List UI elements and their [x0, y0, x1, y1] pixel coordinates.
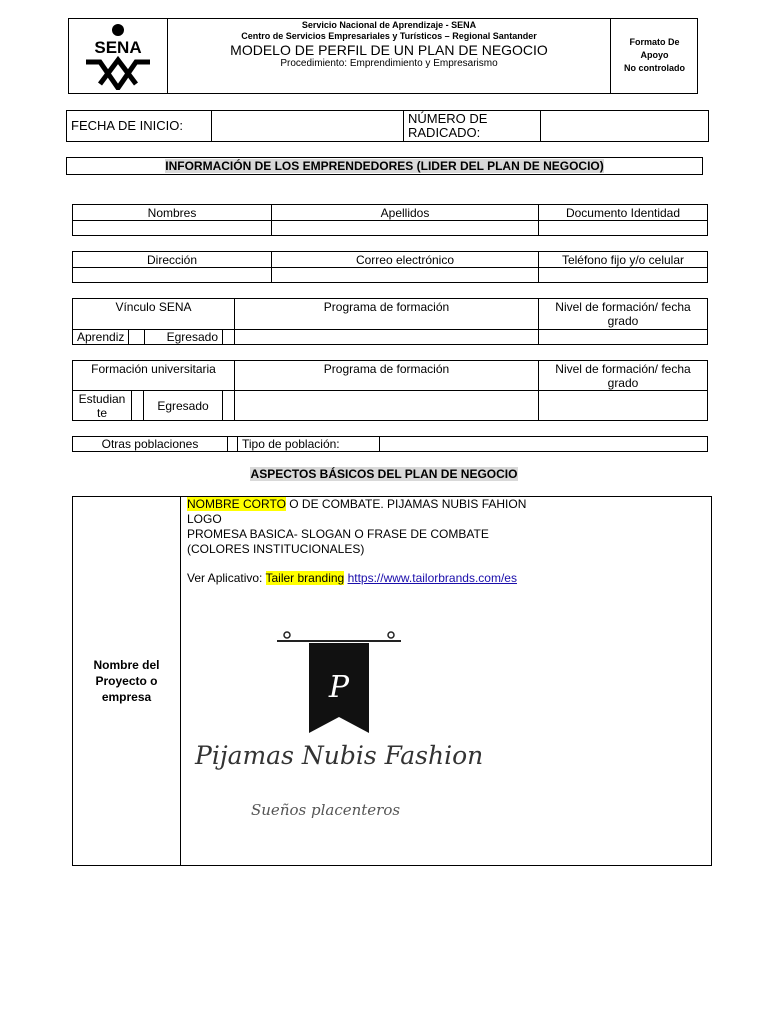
- start-date-label: FECHA DE INICIO:: [66, 110, 212, 142]
- entrepreneurs-section: [66, 157, 703, 175]
- col-header-nombres: Nombres: [72, 204, 272, 221]
- logo-wordmark: SENA: [94, 38, 142, 57]
- documento-input[interactable]: [538, 220, 708, 236]
- tipo-poblacion-label: Tipo de población:: [237, 436, 380, 452]
- sena-logo: [78, 22, 158, 90]
- section-heading: INFORMACIÓN DE LOS EMPRENDEDORES (LIDER DEL PLAN DE NEGOCIO): [165, 159, 604, 173]
- egresado-label: Egresado: [144, 329, 223, 345]
- col-header-formacion-universitaria: Formación universitaria: [72, 360, 235, 391]
- format-label: Apoyo: [640, 50, 669, 60]
- app-prefix: Ver Aplicativo:: [187, 571, 266, 585]
- document-title: MODELO DE PERFIL DE UN PLAN DE NEGOCIO: [230, 42, 548, 58]
- aprendiz-checkbox[interactable]: [128, 329, 145, 345]
- col-header-correo: Correo electrónico: [271, 251, 539, 268]
- filing-number-label: NÚMERO DE RADICADO:: [403, 110, 541, 142]
- col-header-nivel: Nivel de formación/ fecha grado: [538, 360, 708, 391]
- logo-letter: P: [328, 670, 350, 705]
- telefono-input[interactable]: [538, 267, 708, 283]
- nombres-input[interactable]: [72, 220, 272, 236]
- format-label: Formato De: [629, 37, 680, 47]
- format-label: No controlado: [624, 63, 685, 73]
- app-name-highlight: Tailer branding: [265, 571, 345, 585]
- project-name-cell: [180, 496, 712, 866]
- col-header-apellidos: Apellidos: [271, 204, 539, 221]
- colors-line: (COLORES INSTITUCIONALES): [187, 542, 365, 556]
- brand-name: Pijamas Nubis Fashion: [195, 741, 484, 770]
- tipo-poblacion-input[interactable]: [379, 436, 708, 452]
- aprendiz-label: Aprendiz: [72, 329, 129, 345]
- col-header-programa: Programa de formación: [234, 298, 539, 330]
- org-name: Servicio Nacional de Aprendizaje - SENA: [301, 20, 477, 30]
- col-header-telefono: Teléfono fijo y/o celular: [538, 251, 708, 268]
- direccion-input[interactable]: [72, 267, 272, 283]
- brand-slogan: Sueños placenteros: [251, 801, 401, 819]
- col-header-nivel: Nivel de formación/ fecha grado: [538, 298, 708, 330]
- col-header-direccion: Dirección: [72, 251, 272, 268]
- app-line: [187, 571, 526, 586]
- col-header-vinculo: Vínculo SENA: [72, 298, 235, 330]
- filing-number-field[interactable]: [540, 110, 709, 142]
- col-header-programa: Programa de formación: [234, 360, 539, 391]
- otras-poblaciones-label: Otras poblaciones: [72, 436, 228, 452]
- short-name-text: O DE COMBATE. PIJAMAS NUBIS FAHION: [285, 497, 527, 511]
- estudiante-label: Estudiante: [72, 390, 132, 421]
- correo-input[interactable]: [271, 267, 539, 283]
- short-name-line: [187, 497, 526, 512]
- programa-input[interactable]: [234, 390, 539, 421]
- project-name-label: Nombre del Proyecto o empresa: [72, 496, 181, 866]
- nivel-input[interactable]: [538, 329, 708, 345]
- center-name: Centro de Servicios Empresariales y Turísticos – Regional Santander: [241, 31, 537, 41]
- promise-line: PROMESA BASICA- SLOGAN O FRASE DE COMBATE: [187, 527, 489, 541]
- logo-line: LOGO: [187, 512, 222, 526]
- col-header-documento: Documento Identidad: [538, 204, 708, 221]
- nivel-input[interactable]: [538, 390, 708, 421]
- short-name-highlight: NOMBRE CORTO: [187, 497, 286, 511]
- apellidos-input[interactable]: [271, 220, 539, 236]
- egresado-label: Egresado: [143, 390, 223, 421]
- section-heading: ASPECTOS BÁSICOS DEL PLAN DE NEGOCIO: [250, 467, 518, 481]
- programa-input[interactable]: [234, 329, 539, 345]
- basics-section: [0, 466, 768, 482]
- tailorbrands-link[interactable]: https://www.tailorbrands.com/es: [347, 571, 517, 585]
- start-date-field[interactable]: [211, 110, 404, 142]
- procedure-name: Procedimiento: Emprendimiento y Empresarismo: [280, 58, 498, 69]
